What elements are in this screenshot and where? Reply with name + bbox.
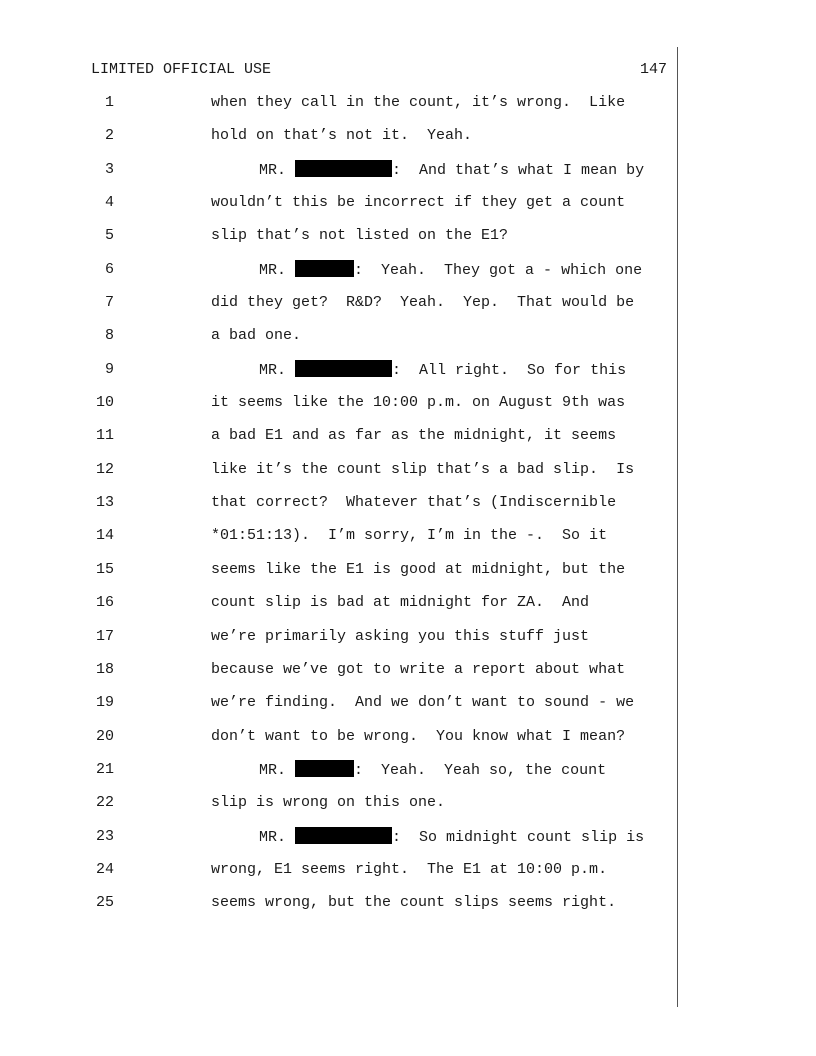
line-number: 1 <box>104 94 114 111</box>
line-number: 19 <box>95 694 114 712</box>
line-text <box>211 660 625 680</box>
transcript-line <box>0 93 816 126</box>
redaction-box <box>295 160 392 177</box>
line-number: 23 <box>95 827 114 845</box>
transcript-line <box>0 593 816 626</box>
line-content: a bad E1 and as far as the midnight, it seems <box>211 427 617 445</box>
line-text <box>211 560 625 580</box>
transcript-line <box>0 226 816 259</box>
transcript-line <box>0 893 816 926</box>
line-content: when they call in the count, it’s wrong. Like <box>211 94 626 111</box>
line-number: 12 <box>95 460 114 478</box>
line-content: did they get? R&D? Yeah. Yep. That would be <box>211 294 635 312</box>
transcript-line <box>0 326 816 359</box>
line-text <box>211 460 634 480</box>
transcript-line <box>0 493 816 526</box>
speaker-prefix: MR. <box>259 828 287 846</box>
transcript-line <box>0 393 816 426</box>
line-number: 9 <box>104 360 114 378</box>
line-text <box>259 160 644 181</box>
transcript-line <box>0 660 816 693</box>
line-text <box>259 827 644 848</box>
line-number: 17 <box>95 627 114 645</box>
speaker-prefix: MR. <box>259 361 287 379</box>
line-content: : All right. So for this <box>392 361 627 379</box>
line-number: 13 <box>95 494 114 512</box>
transcript-lines <box>0 93 816 927</box>
line-text <box>211 193 625 213</box>
classification-header: LIMITED OFFICIAL USE <box>91 61 272 78</box>
line-number: 24 <box>95 860 114 878</box>
redaction-box <box>295 360 392 377</box>
transcript-line <box>0 526 816 559</box>
transcript-line <box>0 193 816 226</box>
line-text <box>211 693 634 713</box>
line-text <box>211 93 625 113</box>
line-text <box>259 760 606 781</box>
transcript-line <box>0 260 816 293</box>
line-text <box>211 526 607 546</box>
line-text <box>211 293 634 313</box>
line-text <box>211 893 616 913</box>
line-content: wouldn’t this be incorrect if they get a count <box>211 194 626 212</box>
line-number: 10 <box>95 394 114 412</box>
speaker-prefix: MR. <box>259 761 287 779</box>
line-content: don’t want to be wrong. You know what I mean? <box>211 727 626 745</box>
transcript-line <box>0 860 816 893</box>
line-content: seems wrong, but the count slips seems right. <box>211 894 617 912</box>
transcript-line <box>0 827 816 860</box>
line-number: 18 <box>95 660 114 678</box>
line-text <box>259 260 642 281</box>
speaker-prefix: MR. <box>259 161 287 179</box>
line-content: a bad one. <box>211 327 302 345</box>
transcript-line <box>0 160 816 193</box>
transcript-line <box>0 727 816 760</box>
line-number: 16 <box>95 594 114 612</box>
transcript-line <box>0 426 816 459</box>
line-content: it seems like the 10:00 p.m. on August 9th was <box>211 394 626 412</box>
line-content: slip that’s not listed on the E1? <box>211 227 509 245</box>
transcript-line <box>0 126 816 159</box>
speaker-prefix: MR. <box>259 261 287 279</box>
line-content: : Yeah. They got a - which one <box>354 261 643 279</box>
line-number: 2 <box>104 127 114 145</box>
line-number: 25 <box>95 894 114 912</box>
line-content: count slip is bad at midnight for ZA. And <box>211 594 590 612</box>
line-text <box>211 593 589 613</box>
transcript-line <box>0 293 816 326</box>
line-content: hold on that’s not it. Yeah. <box>211 127 473 145</box>
transcript-line <box>0 560 816 593</box>
line-content: *01:51:13). I’m sorry, I’m in the -. So it <box>211 527 608 545</box>
line-number: 3 <box>104 160 114 178</box>
line-content: like it’s the count slip that’s a bad slip. Is <box>211 460 635 478</box>
line-number: 8 <box>104 327 114 345</box>
line-text <box>211 860 607 880</box>
line-text <box>211 326 301 346</box>
redaction-box <box>295 260 354 277</box>
line-content: seems like the E1 is good at midnight, but the <box>211 560 626 578</box>
line-text <box>259 360 626 381</box>
line-content: slip is wrong on this one. <box>211 794 446 812</box>
line-content: : So midnight count slip is <box>392 828 645 846</box>
line-text <box>211 426 616 446</box>
line-content: we’re primarily asking you this stuff just <box>211 627 590 645</box>
line-content: : And that’s what I mean by <box>392 161 645 179</box>
line-text <box>211 493 616 513</box>
transcript-line <box>0 460 816 493</box>
line-number: 7 <box>104 294 114 312</box>
transcript-line <box>0 360 816 393</box>
line-text <box>211 793 445 813</box>
line-text <box>211 727 625 747</box>
line-number: 15 <box>95 560 114 578</box>
line-content: wrong, E1 seems right. The E1 at 10:00 p.m. <box>211 860 608 878</box>
line-text <box>211 627 589 647</box>
transcript-line <box>0 760 816 793</box>
line-number: 6 <box>104 260 114 278</box>
transcript-line <box>0 627 816 660</box>
redaction-box <box>295 827 392 844</box>
line-text <box>211 226 508 246</box>
line-text <box>211 126 472 146</box>
line-content: : Yeah. Yeah so, the count <box>354 761 607 779</box>
line-number: 21 <box>95 760 114 778</box>
redaction-box <box>295 760 354 777</box>
line-content: that correct? Whatever that’s (Indiscernible <box>211 494 617 512</box>
line-text <box>211 393 625 413</box>
line-content: because we’ve got to write a report about what <box>211 660 626 678</box>
line-number: 22 <box>95 794 114 812</box>
line-number: 14 <box>95 527 114 545</box>
transcript-line <box>0 693 816 726</box>
transcript-line <box>0 793 816 826</box>
line-number: 4 <box>104 194 114 212</box>
page-number: 147 <box>639 61 667 78</box>
line-content: we’re finding. And we don’t want to sound - we <box>211 694 635 712</box>
line-number: 11 <box>95 427 114 445</box>
line-number: 5 <box>104 227 114 245</box>
line-number: 20 <box>95 727 114 745</box>
